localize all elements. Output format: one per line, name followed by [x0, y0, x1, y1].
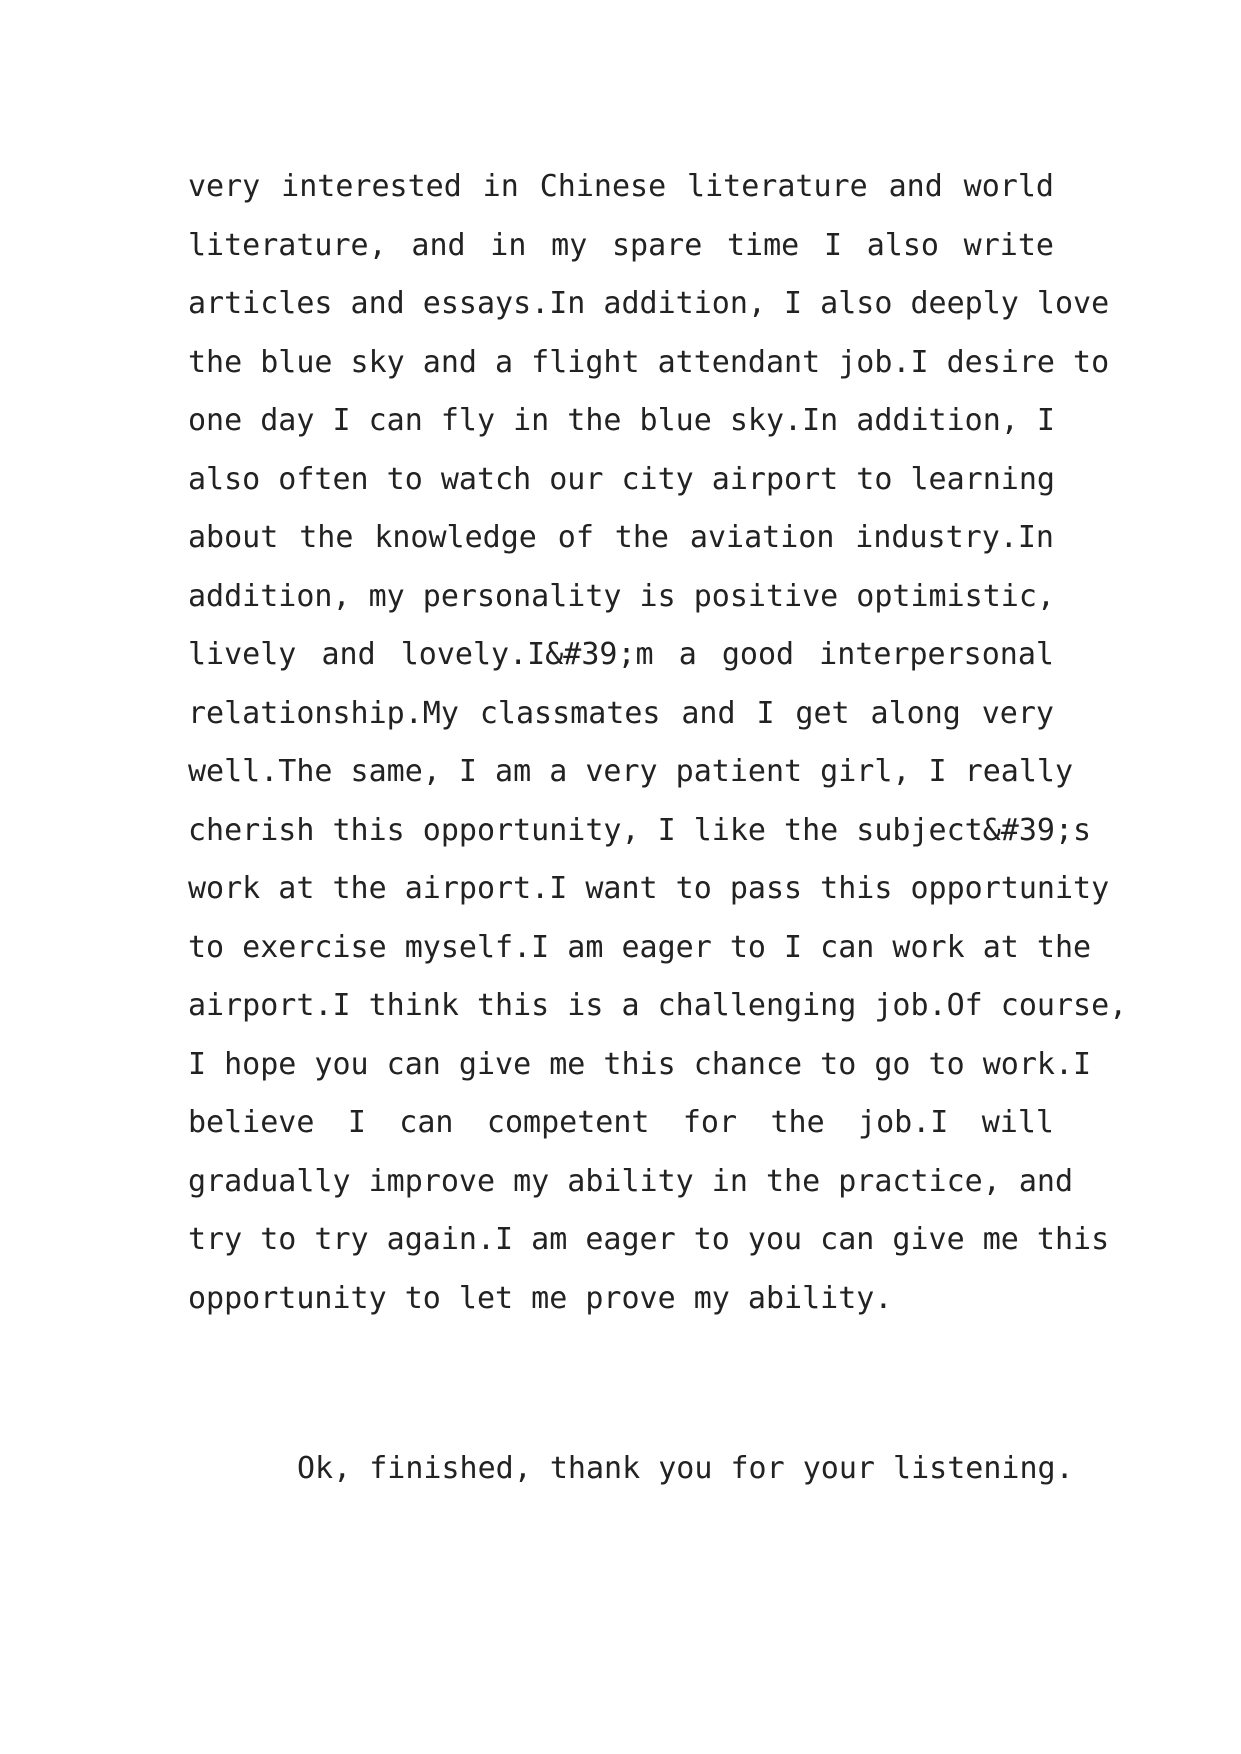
body-line: gradually improve my ability in the practice, and: [188, 1163, 1074, 1199]
body-line: very interested in Chinese literature and world: [188, 169, 1054, 204]
body-line: also often to watch our city airport to learning: [188, 461, 1055, 497]
body-line: articles and essays.In addition, I also deeply love: [188, 286, 1110, 321]
body-paragraph: [188, 158, 1128, 1328]
body-line: opportunity to let me prove my ability.: [188, 1280, 893, 1316]
body-line: cherish this opportunity, I like the subject&#39;s: [188, 812, 1092, 848]
body-line: well.The same, I am a very patient girl, I really: [188, 754, 1074, 789]
body-line: lively and lovely.I&#39;m a good interpersonal: [188, 637, 1054, 672]
body-line: work at the airport.I want to pass this opportunity: [188, 871, 1110, 906]
body-line: to exercise myself.I am eager to I can work at the: [188, 929, 1092, 965]
closing-remark: Ok, finished, thank you for your listening.: [297, 1451, 1074, 1486]
body-line: the blue sky and a flight attendant job.I desire to: [188, 344, 1110, 380]
body-line: relationship.My classmates and I get along very: [188, 695, 1054, 731]
body-line: one day I can fly in the blue sky.In addition, I: [188, 403, 1055, 438]
body-line: literature, and in my spare time I also write: [188, 227, 1054, 263]
body-line: try to try again.I am eager to you can give me this: [188, 1222, 1110, 1257]
body-line: addition, my personality is positive optimistic,: [188, 578, 1055, 614]
body-line: believe I can competent for the job.I will: [188, 1105, 1054, 1140]
body-line: airport.I think this is a challenging job.Of course,: [188, 988, 1128, 1023]
body-line: about the knowledge of the aviation industry.In: [188, 520, 1054, 555]
body-line: I hope you can give me this chance to go to work.I: [188, 1046, 1092, 1082]
